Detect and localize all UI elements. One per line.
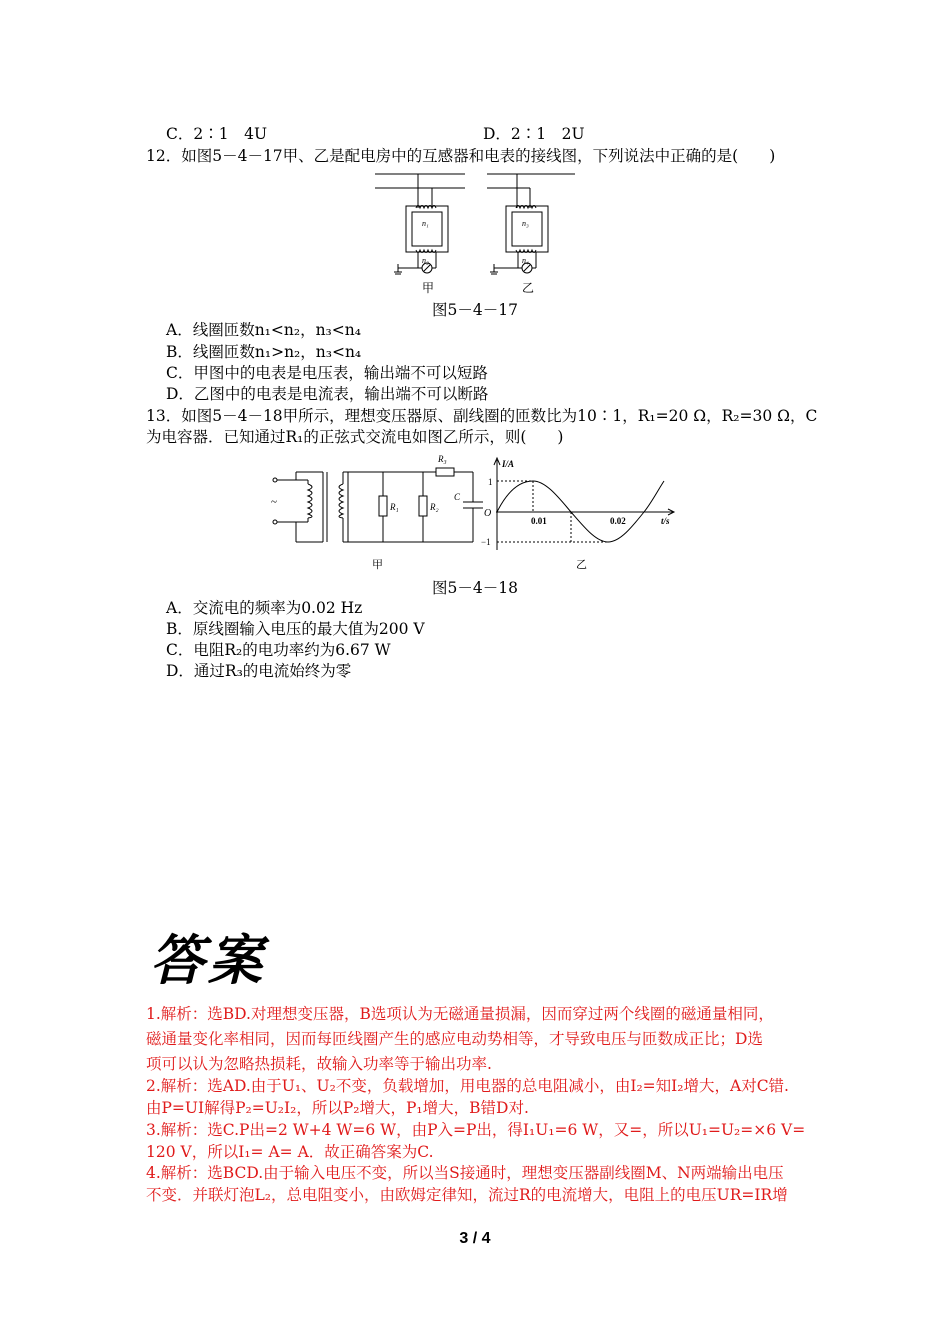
coil-n3-label: n₃ xyxy=(522,219,529,228)
answer-line-1: 1.解析：选BD.对理想变压器，B选项认为无磁通量损漏，因而穿过两个线圈的磁通量相同， xyxy=(146,1005,774,1023)
answer-line-5: 由P=UI解得P₂=U₂I₂，所以P₂增大，P₁增大，B错D对. xyxy=(146,1099,529,1117)
q13-option-d: D．通过R₃的电流始终为零 xyxy=(166,662,352,680)
coil-n2-label: n₂ xyxy=(422,256,429,265)
r2-label: R₂ xyxy=(430,502,439,512)
q13-option-b: B．原线圈输入电压的最大值为200 V xyxy=(166,620,425,638)
capacitor-label: C xyxy=(454,492,461,502)
origin-label: O xyxy=(484,508,492,519)
y-tick-positive: 1 xyxy=(488,477,493,487)
answer-line-4: 2.解析：选AD.由于U₁、U₂不变，负载增加，用电器的总电阻减小，由I₂=知I₂增大，A对C错. xyxy=(146,1077,789,1095)
q12-option-c: C．甲图中的电表是电压表，输出端不可以短路 xyxy=(166,364,488,382)
answer-line-6: 3.解析：选C.P出=2 W+4 W=6 W，由P入=P出，得I₁U₁=6 W，又=，所以U₁=U₂=×6 V= xyxy=(146,1121,806,1139)
q12-figure xyxy=(370,168,590,296)
x-tick-1: 0.01 xyxy=(531,516,547,526)
answer-line-2: 磁通量变化率相同，因而每匝线圈产生的感应电动势相等，才导致电压与匝数成正比；D选 xyxy=(146,1030,763,1048)
answer-line-8: 4.解析：选BCD.由于输入电压不变，所以当S接通时，理想变压器副线圈M、N两端输出电压 xyxy=(146,1164,784,1182)
coil-n4-label: n₄ xyxy=(522,256,529,265)
r3-label: R₃ xyxy=(438,454,447,464)
q12-stem: 12．如图5－4－17甲、乙是配电房中的互感器和电表的接线图，下列说法中正确的是( ) xyxy=(146,147,776,165)
coil-n1-label: n₁ xyxy=(422,219,429,228)
q12-option-d: D．乙图中的电表是电流表，输出端不可以断路 xyxy=(166,385,489,403)
x-axis-label: t/s xyxy=(661,516,670,526)
answer-title: 答案 xyxy=(150,928,266,992)
q11-option-d: D．2∶1 2U xyxy=(483,125,585,143)
x-tick-2: 0.02 xyxy=(610,516,626,526)
page-number: 3 / 4 xyxy=(459,1230,491,1247)
q13-option-a: A．交流电的频率为0.02 Hz xyxy=(166,599,363,617)
source-symbol: ~ xyxy=(271,496,277,508)
q13-label-left: 甲 xyxy=(372,559,383,571)
r1-label: R₁ xyxy=(390,502,399,512)
q13-stem-line2: 为电容器．已知通过R₁的正弦式交流电如图乙所示，则( ) xyxy=(146,428,564,446)
q13-figure xyxy=(268,450,688,575)
answer-line-7: 120 V，所以I₁= A= A．故正确答案为C. xyxy=(146,1143,434,1161)
q12-option-b: B．线圈匝数n₁>n₂，n₃<n₄ xyxy=(166,343,362,361)
answer-line-9: 不变．并联灯泡L₂，总电阻变小，由欧姆定律知，流过R的电流增大，电阻上的电压UR=IR增 xyxy=(146,1186,788,1204)
y-tick-negative: −1 xyxy=(481,537,491,547)
q12-label-left: 甲 xyxy=(422,281,435,295)
q13-option-c: C．电阻R₂的电功率约为6.67 W xyxy=(166,641,391,659)
q13-label-right: 乙 xyxy=(576,559,587,571)
q12-figure-caption: 图5－4－17 xyxy=(432,301,518,319)
q12-label-right: 乙 xyxy=(522,281,535,295)
q13-figure-caption: 图5－4－18 xyxy=(432,579,518,597)
y-axis-label: I/A xyxy=(502,459,515,469)
q12-option-a: A．线圈匝数n₁<n₂，n₃<n₄ xyxy=(166,321,361,339)
answer-line-3: 项可以认为忽略热损耗，故输入功率等于输出功率. xyxy=(146,1055,492,1073)
q13-stem-line1: 13．如图5－4－18甲所示，理想变压器原、副线圈的匝数比为10∶1，R₁=20 Ω，R₂=30 Ω，C xyxy=(146,407,818,425)
q11-option-c: C．2∶1 4U xyxy=(166,125,268,143)
